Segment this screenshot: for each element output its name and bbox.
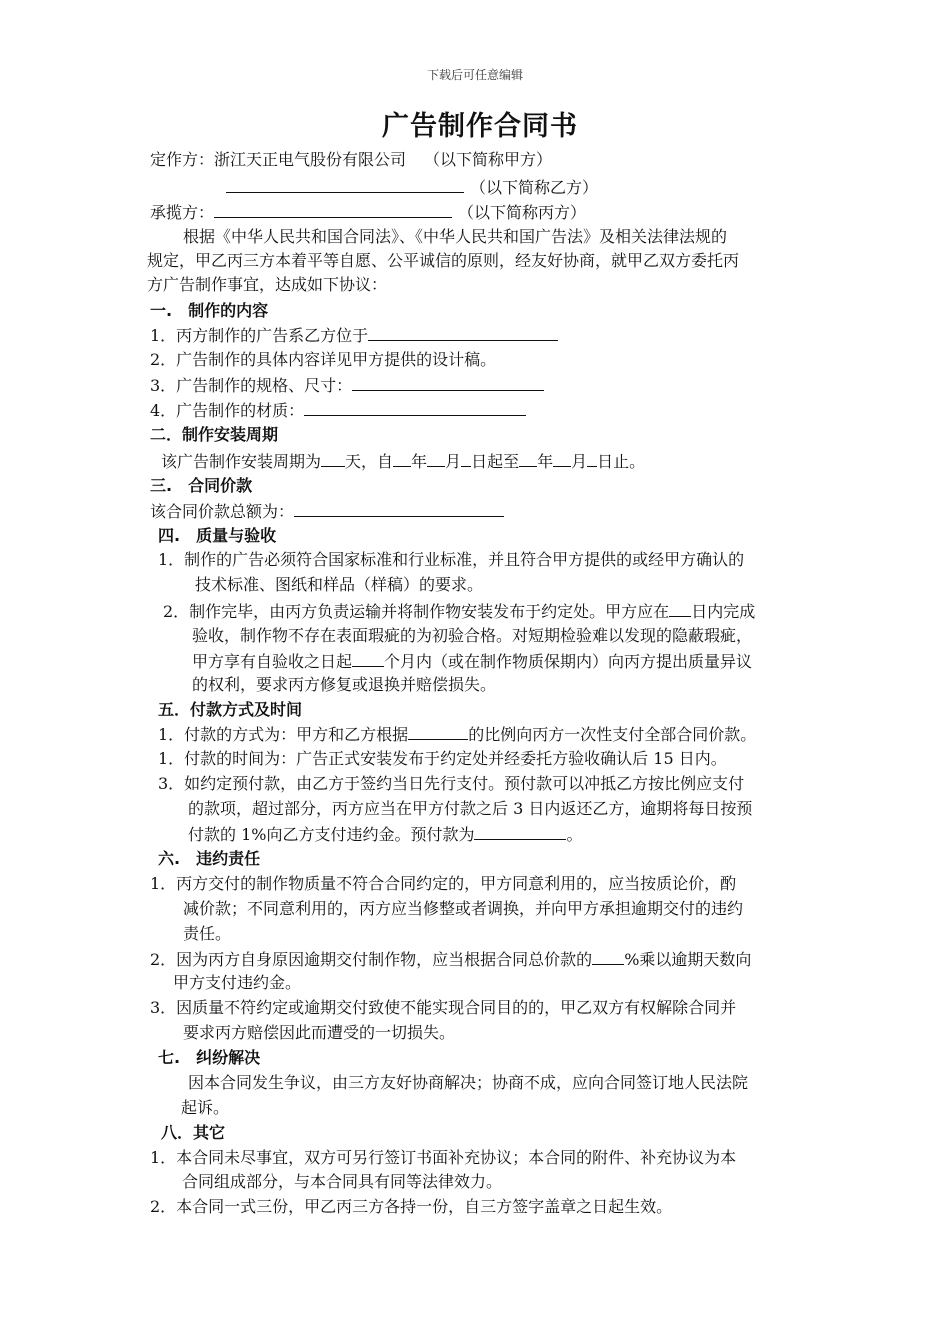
document-title: 广告制作合同书 bbox=[382, 111, 578, 142]
party-a-note: （以下简称甲方） bbox=[424, 150, 553, 169]
section-heading-payment: 五．付款方式及时间 bbox=[158, 700, 303, 719]
section-heading-other: 八．其它 bbox=[161, 1123, 226, 1142]
payment-text: 的比例向丙方一次性支付全部合同价款。 bbox=[468, 725, 757, 744]
penalty-percent-blank[interactable] bbox=[592, 946, 624, 965]
prepayment-blank[interactable] bbox=[474, 821, 566, 840]
period-text: 月 bbox=[445, 452, 462, 471]
liability-line: 3．因质量不符约定或逾期交付致使不能实现合同目的的，甲乙双方有权解除合同并 bbox=[150, 998, 737, 1017]
party-a-label: 定作方： bbox=[150, 150, 215, 169]
quality-text: 2．制作完毕，由丙方负责运输并将制作物安装发布于约定处。甲方应在 bbox=[163, 602, 670, 621]
quality-line bbox=[163, 598, 755, 623]
party-c-note: （以下简称丙方） bbox=[458, 203, 587, 222]
intro-line: 根据《中华人民共和国合同法》、《中华人民共和国广告法》及相关法律法规的 bbox=[183, 227, 728, 246]
content-item-1-text: 1．丙方制作的广告系乙方位于 bbox=[150, 326, 369, 345]
price-text: 该合同价款总额为： bbox=[150, 502, 295, 521]
liability-line bbox=[150, 946, 751, 971]
period-line bbox=[161, 448, 645, 473]
payment-line: 1．付款的时间为：广告正式安装发布于约定处并经委托方验收确认后 15 日内。 bbox=[158, 749, 727, 768]
dispute-line: 起诉。 bbox=[181, 1098, 230, 1117]
intro-line: 规定，甲乙丙三方本着平等自愿、公平诚信的原则，经友好协商，就甲乙双方委托丙 bbox=[147, 251, 740, 270]
section-heading-price: 三. 合同价款 bbox=[150, 476, 253, 495]
party-b-note: （以下简称乙方） bbox=[470, 178, 599, 197]
period-text: 年 bbox=[537, 452, 554, 471]
other-line: 2．本合同一式三份，甲乙丙三方各持一份，自三方签字盖章之日起生效。 bbox=[150, 1197, 673, 1216]
quality-line: 的权利，要求丙方修复或退换并赔偿损失。 bbox=[192, 675, 497, 694]
total-price-blank[interactable] bbox=[294, 498, 504, 517]
quality-line: 技术标准、图纸和样品（样稿）的要求。 bbox=[195, 575, 484, 594]
quality-text: 甲方享有自验收之日起 bbox=[192, 652, 353, 671]
content-item-3-text: 3．广告制作的规格、尺寸： bbox=[150, 376, 353, 395]
quality-line: 验收，制作物不存在表面瑕疵的为初验合格。对短期检验难以发现的隐蔽瑕疵， bbox=[192, 626, 753, 645]
content-item-2: 2．广告制作的具体内容详见甲方提供的设计稿。 bbox=[150, 350, 497, 369]
size-blank[interactable] bbox=[352, 372, 544, 391]
section-heading-dispute: 七. 纠纷解决 bbox=[158, 1048, 261, 1067]
start-day-blank[interactable] bbox=[461, 448, 471, 467]
quality-line bbox=[192, 648, 752, 673]
liability-line: 1．丙方交付的制作物质量不符合合同约定的，甲方同意利用的，应当按质论价，酌 bbox=[150, 874, 737, 893]
section-heading-quality: 四. 质量与验收 bbox=[158, 526, 277, 545]
liability-line: 责任。 bbox=[183, 924, 232, 943]
payment-text: 1．付款的方式为：甲方和乙方根据 bbox=[158, 725, 409, 744]
material-blank[interactable] bbox=[304, 397, 526, 416]
quality-text: 个月内（或在制作物质保期内）向丙方提出质量异议 bbox=[384, 652, 753, 671]
days-blank[interactable] bbox=[321, 448, 345, 467]
dispute-line: 因本合同发生争议，由三方友好协商解决；协商不成，应向合同签订地人民法院 bbox=[188, 1073, 749, 1092]
period-text: 年 bbox=[411, 452, 428, 471]
period-text: 日起至 bbox=[471, 452, 520, 471]
section-heading-period: 二．制作安装周期 bbox=[150, 425, 279, 444]
content-item-1 bbox=[150, 322, 558, 347]
header-note: 下载后可任意编辑 bbox=[426, 68, 523, 82]
party-b-line bbox=[150, 174, 598, 198]
ratio-blank[interactable] bbox=[408, 721, 468, 740]
section-heading-content: 一. 制作的内容 bbox=[150, 301, 269, 320]
acceptance-days-blank[interactable] bbox=[669, 598, 691, 617]
payment-line: 3．如约定预付款，由乙方于签约当日先行支付。预付款可以冲抵乙方按比例应支付 bbox=[158, 774, 745, 793]
party-c-name-blank[interactable] bbox=[214, 199, 452, 218]
other-line: 1．本合同未尽事宜，双方可另行签订书面补充协议；本合同的附件、补充协议为本 bbox=[150, 1148, 737, 1167]
start-month-blank[interactable] bbox=[427, 448, 445, 467]
period-text: 该广告制作安装周期为 bbox=[161, 452, 322, 471]
payment-line bbox=[188, 821, 583, 846]
party-b-name-blank[interactable] bbox=[226, 174, 464, 193]
party-c-label: 承揽方： bbox=[150, 203, 215, 222]
liability-line: 要求丙方赔偿因此而遭受的一切损失。 bbox=[183, 1023, 456, 1042]
period-text: 日止。 bbox=[597, 452, 646, 471]
start-year-blank[interactable] bbox=[393, 448, 411, 467]
liability-line: 甲方支付违约金。 bbox=[173, 973, 302, 992]
end-day-blank[interactable] bbox=[587, 448, 597, 467]
objection-months-blank[interactable] bbox=[352, 648, 384, 667]
content-item-4 bbox=[150, 397, 526, 422]
party-c-line bbox=[150, 199, 586, 223]
content-item-3 bbox=[150, 372, 544, 397]
liability-text: 2．因为丙方自身原因逾期交付制作物，应当根据合同总价款的 bbox=[150, 950, 593, 969]
party-a-line bbox=[150, 148, 552, 172]
payment-line: 的款项，超过部分，丙方应当在甲方付款之后 3 日内返还乙方，逾期将每日按预 bbox=[188, 799, 753, 818]
liability-line: 减价款；不同意利用的，丙方应当修整或者调换，并向甲方承担逾期交付的违约 bbox=[183, 899, 744, 918]
end-year-blank[interactable] bbox=[519, 448, 537, 467]
liability-text: %乘以逾期天数向 bbox=[624, 950, 752, 969]
payment-text: 付款的 1%向乙方支付违约金。预付款为 bbox=[188, 825, 475, 844]
other-line: 合同组成部分，与本合同具有同等法律效力。 bbox=[182, 1172, 503, 1191]
section-heading-liability: 六. 违约责任 bbox=[158, 849, 261, 868]
price-line bbox=[150, 498, 504, 523]
payment-text: 。 bbox=[566, 825, 583, 844]
intro-line: 方广告制作事宜，达成如下协议： bbox=[147, 275, 388, 294]
content-item-4-text: 4．广告制作的材质： bbox=[150, 401, 305, 420]
end-month-blank[interactable] bbox=[553, 448, 571, 467]
ad-location-blank[interactable] bbox=[368, 322, 558, 341]
quality-line: 1．制作的广告必须符合国家标准和行业标准，并且符合甲方提供的或经甲方确认的 bbox=[158, 550, 745, 569]
party-a-name: 浙江天正电气股份有限公司 bbox=[214, 150, 407, 169]
quality-text: 日内完成 bbox=[691, 602, 756, 621]
payment-line bbox=[158, 721, 756, 746]
period-text: 月 bbox=[571, 452, 588, 471]
period-text: 天，自 bbox=[345, 452, 394, 471]
